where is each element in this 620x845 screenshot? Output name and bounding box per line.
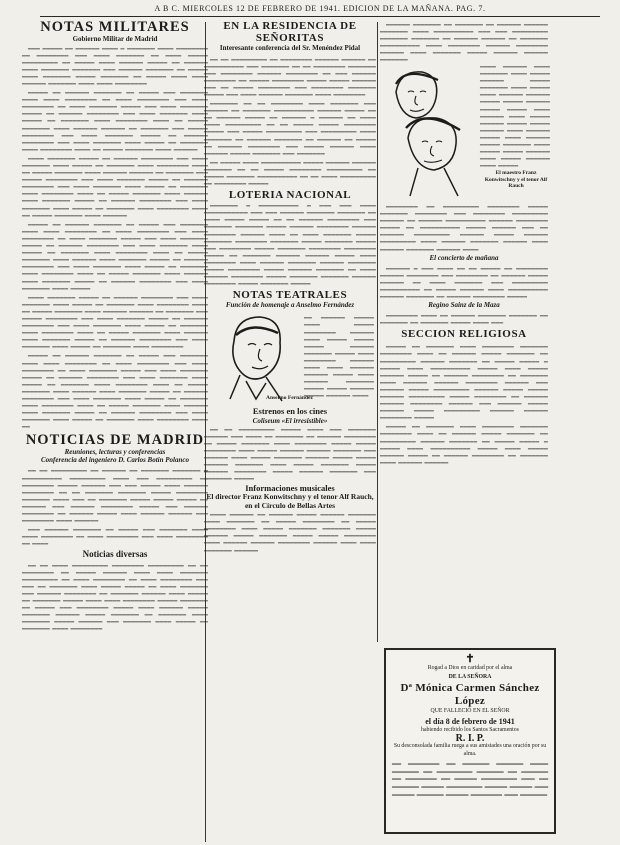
section-subtitle: El director Franz Konwitschny y el tenor Alf Rauch, en el Círculo de Bellas Artes — [206, 492, 374, 510]
column-1 — [22, 20, 208, 633]
caricature-two-men — [378, 62, 478, 200]
column-2 — [204, 20, 376, 555]
article-body: ▁▁▁▁▁▁ ▁ ▁▁▁ ▁▁▁▁ ▁▁ ▁▁ ▁▁▁▁▁ ▁▁ ▁▁▁▁▁▁▁▁ ▁▁▁▁▁▁ ▁▁▁▁▁▁▁▁ ▁▁▁ ▁▁▁▁▁▁▁▁ ▁▁ ▁▁▁▁▁▁ ▁▁▁▁▁ ▁▁▁▁▁▁ ▁▁ ▁▁▁▁ ▁▁▁▁▁▁▁ ▁▁▁ ▁▁▁▁▁▁▁▁▁ ▁▁▁▁▁▁▁▁▁▁ ▁▁ ▁▁▁▁▁ ▁▁▁▁▁▁ ▁▁▁▁ ▁▁▁▁▁▁▁▁▁▁ ▁▁▁▁▁▁ ▁▁▁▁▁▁▁ ▁▁ ▁▁▁▁▁▁ ▁▁▁▁▁▁▁▁ ▁▁▁▁▁ — [380, 263, 548, 299]
article-body: ▁▁ ▁▁ ▁▁▁▁▁▁▁▁▁ ▁▁ ▁▁▁▁▁▁▁▁ ▁▁▁▁▁▁ ▁▁▁▁▁▁ ▁▁ ▁▁▁▁▁▁▁▁▁▁ ▁▁▁ ▁▁▁▁▁▁▁ ▁▁ ▁▁ ▁▁▁▁▁▁▁▁ ▁▁▁▁▁▁▁ ▁▁▁ ▁▁▁▁▁▁▁▁ ▁▁▁▁▁▁ ▁▁▁▁▁▁▁▁ ▁▁ ▁▁▁ ▁▁▁▁▁▁ ▁▁▁▁▁▁▁▁ ▁▁ ▁▁▁▁▁ ▁▁▁▁▁▁▁▁ ▁▁▁▁▁ ▁▁▁▁▁ ▁▁▁▁▁▁ ▁▁▁ ▁▁ ▁▁▁▁▁ ▁▁▁▁▁▁▁▁ ▁▁▁ ▁▁▁▁▁▁▁▁ ▁▁▁▁▁▁▁ ▁▁▁▁▁ ▁▁▁ ▁▁▁▁ ▁▁▁▁▁▁ ▁▁▁▁▁▁▁ ▁▁▁▁ ▁▁▁▁▁▁▁▁ ▁▁▁▁▁▁▁ ▁▁ ▁▁ ▁▁▁▁▁▁▁▁ ▁▁▁▁ ▁▁▁▁▁▁▁ ▁▁▁ ▁▁▁▁▁▁ ▁▁ ▁▁▁▁▁▁▁ ▁▁▁▁▁▁▁▁▁▁ ▁▁▁▁▁▁ ▁▁▁▁▁ ▁▁ ▁▁ ▁▁▁▁▁▁ ▁▁▁▁▁ ▁▁ ▁▁▁▁▁▁ ▁ ▁▁▁▁▁▁ ▁▁ ▁▁▁▁ ▁▁▁▁ ▁▁▁▁▁▁▁▁▁ ▁▁ ▁▁ ▁▁▁▁▁ ▁▁▁▁▁ ▁▁▁▁▁▁▁▁ ▁▁▁▁▁ ▁▁▁ ▁▁▁▁▁ ▁▁▁▁▁▁▁▁▁ ▁▁▁ ▁▁▁▁▁▁▁▁▁ ▁▁▁▁ ▁▁▁▁▁▁▁ ▁▁ ▁▁▁▁▁▁ ▁▁▁▁▁▁▁ ▁▁ ▁▁▁▁▁▁ ▁▁ ▁▁▁▁▁ ▁▁ ▁▁▁▁▁▁ ▁▁▁▁▁▁▁▁ ▁▁▁ ▁▁▁▁▁ ▁▁▁▁▁▁ ▁▁▁▁ ▁▁▁▁▁▁ ▁▁▁▁▁ ▁▁▁▁▁▁▁ ▁▁▁ ▁▁▁▁▁▁▁ ▁▁ ▁▁▁▁▁ ▁▁▁▁ ▁▁▁▁▁▁▁▁▁▁ ▁▁▁▁▁ ▁▁▁▁▁▁ ▁▁▁▁▁▁ ▁▁▁▁▁▁▁ ▁▁ ▁▁ ▁▁▁▁▁ ▁▁▁▁▁▁▁▁ ▁▁▁▁▁▁▁▁▁ ▁▁ ▁▁▁▁▁ ▁▁▁▁▁▁▁ ▁▁▁▁▁▁▁▁▁▁ ▁▁ ▁▁ ▁▁▁▁ ▁▁▁▁▁▁▁▁▁ ▁▁ ▁▁▁▁▁▁▁▁ ▁▁▁▁▁ — [204, 54, 376, 186]
section-title-notas-teatrales: NOTAS TEATRALES — [232, 289, 348, 302]
obituary-line: habiendo recibido los Santos Sacramentos — [421, 726, 519, 733]
section-subtitle: Reuniones, lecturas y conferencias — [64, 448, 166, 457]
article-body: ▁▁ ▁▁ ▁▁▁▁ ▁▁▁▁▁▁▁▁▁ ▁▁▁▁▁▁▁▁ ▁▁▁▁▁▁▁▁▁ ▁▁ ▁▁ ▁▁▁▁▁▁▁▁ ▁▁ ▁▁▁▁▁ ▁▁▁▁▁▁ ▁▁▁▁ ▁▁▁▁ ▁▁▁▁▁▁▁ ▁▁▁▁▁▁▁▁▁ ▁▁ ▁▁▁▁ ▁▁▁▁▁▁▁▁ ▁▁ ▁▁▁▁ ▁▁▁▁▁▁▁▁ ▁▁▁ ▁▁▁ ▁▁ ▁▁▁▁▁▁▁ ▁▁▁▁ ▁▁▁▁▁ ▁▁▁▁▁ ▁▁ ▁▁▁▁ ▁▁▁▁▁▁▁ ▁▁▁ ▁▁▁▁▁▁ ▁▁▁▁▁▁▁▁ ▁▁ ▁▁▁▁▁▁▁ ▁▁▁▁▁▁ ▁▁▁▁ ▁▁▁▁▁ ▁▁ ▁▁▁▁▁▁▁ ▁▁▁▁▁ ▁▁▁▁ ▁▁▁▁ ▁▁▁▁▁▁▁▁ ▁▁▁▁▁ ▁▁▁▁▁▁▁ ▁▁ ▁▁▁▁▁ ▁▁▁ ▁▁▁▁▁▁▁▁ ▁▁▁▁▁ ▁▁▁▁ ▁▁▁▁▁▁ ▁▁▁▁▁ ▁▁▁▁▁▁▁ ▁▁▁▁▁▁ ▁▁▁▁▁ ▁▁▁▁▁▁▁ ▁▁ ▁▁▁▁▁▁▁ ▁▁▁▁ ▁▁▁▁▁▁▁ ▁▁▁▁▁ ▁▁▁▁▁▁ ▁▁▁ ▁▁▁▁▁▁▁ ▁▁▁▁ ▁▁▁▁▁ ▁▁ ▁▁▁▁▁▁▁ ▁▁▁▁ ▁▁▁▁▁▁▁▁ — [22, 560, 208, 631]
article-body: ▁▁ ▁▁ ▁▁▁▁▁▁▁▁▁ ▁▁▁▁▁ ▁▁▁▁ ▁▁▁ ▁▁▁▁▁▁▁ ▁▁▁▁▁▁ ▁▁▁ ▁▁▁▁ ▁▁ ▁▁▁▁▁▁▁ ▁▁ ▁▁▁▁▁▁ ▁▁▁▁▁▁▁▁ ▁▁ ▁▁▁▁▁ ▁▁▁▁▁▁▁ ▁▁▁▁ ▁▁▁▁▁▁▁▁ ▁▁▁▁▁ ▁▁▁▁▁ ▁▁▁▁▁▁▁▁ ▁▁▁▁ ▁▁▁▁▁ ▁▁▁▁▁▁ ▁▁▁▁▁▁ ▁▁▁▁▁▁▁ ▁▁▁ ▁▁▁▁▁▁ ▁▁▁▁ ▁▁▁▁▁ ▁▁▁▁▁▁▁ ▁▁▁▁▁▁ ▁▁▁▁▁ ▁▁▁▁▁ ▁▁▁▁▁▁ ▁▁▁▁▁▁▁ ▁▁▁▁ ▁▁▁▁▁ ▁▁▁▁▁▁▁ ▁▁▁▁▁ ▁▁▁▁▁▁ ▁▁▁▁▁▁▁▁ ▁▁▁▁▁ ▁▁▁▁▁▁ ▁▁▁▁▁▁▁ ▁▁▁ ▁▁▁▁▁▁▁ ▁▁▁▁▁ — [204, 424, 376, 481]
section-title-noticias-de-madrid: NOTICIAS DE MADRID — [25, 432, 205, 449]
section-title-seccion-religiosa: SECCION RELIGIOSA — [401, 328, 527, 341]
section-title-estrenos: Estrenos en los cines — [252, 406, 328, 417]
section-subtitle: Interesante conferencia del Sr. Menéndez Pidal — [219, 44, 361, 52]
obituary-date: el día 8 de febrero de 1941 — [425, 716, 515, 726]
article-body: ▁▁ ▁▁ ▁▁▁▁▁▁▁▁▁ ▁▁ ▁▁▁▁▁▁ ▁▁ ▁▁▁▁▁▁▁ ▁▁▁▁▁▁▁ ▁ ▁▁▁▁▁▁▁▁▁▁ ▁▁▁▁▁▁▁▁▁ ▁▁▁▁ ▁▁▁ ▁▁▁▁▁▁▁▁▁ ▁▁ ▁▁▁▁▁▁▁▁ ▁▁▁▁▁ ▁▁▁▁▁▁ ▁▁▁ ▁▁▁ ▁▁▁▁▁ ▁▁▁▁ ▁▁▁▁▁▁ ▁▁▁▁▁▁▁▁ ▁▁ ▁▁ ▁▁▁▁▁▁▁ ▁▁▁▁▁▁▁ ▁▁▁▁▁ ▁▁▁▁▁▁▁▁ ▁▁▁▁▁▁▁ ▁▁▁▁ ▁▁▁ ▁▁ ▁▁▁▁▁▁▁ ▁▁▁▁▁ ▁▁▁▁▁ ▁▁▁▁▁ ▁▁ ▁▁▁▁▁▁ ▁▁▁ ▁▁▁▁▁▁ ▁▁▁▁▁▁▁▁ ▁▁▁▁▁ ▁▁▁ ▁▁▁▁▁▁ ▁▁▁▁▁▁▁▁ ▁▁ ▁▁▁▁▁▁ ▁▁▁▁▁ ▁▁▁▁ ▁▁▁▁▁▁ ▁▁▁▁▁▁ ▁▁▁ ▁▁▁▁▁▁▁▁ ▁▁▁▁ ▁▁▁▁▁▁ ▁▁▁ ▁▁▁▁▁▁ ▁▁▁▁▁▁▁ ▁▁ ▁▁▁▁▁ ▁▁▁ ▁▁▁▁▁▁▁ ▁▁▁▁ ▁▁▁▁ ▁▁▁▁▁▁▁▁ ▁▁ ▁▁▁▁ ▁▁▁▁▁▁▁▁ ▁▁▁ ▁▁▁▁ ▁▁▁▁▁▁▁▁ ▁▁ ▁▁▁▁ — [22, 466, 208, 546]
section-title-residencia: EN LA RESIDENCIA DE SEÑORITAS — [223, 20, 357, 44]
section-subtitle: Gobierno Militar de Madrid — [72, 35, 158, 43]
article-body: ▁▁▁▁ ▁▁▁▁▁▁ ▁▁ ▁▁▁▁▁▁ ▁▁▁▁▁ ▁▁▁▁▁▁ ▁▁▁▁▁▁▁ ▁▁▁▁ ▁▁▁▁▁▁▁ ▁▁ ▁▁▁▁▁ ▁▁▁▁▁▁▁▁ ▁▁ ▁▁▁▁▁ ▁▁▁▁▁▁▁▁ ▁▁▁▁ ▁▁▁▁▁ ▁▁▁▁▁▁▁ ▁▁▁▁▁▁▁ ▁▁▁▁▁ ▁▁▁▁▁▁ ▁▁▁▁▁ ▁▁▁▁▁▁▁ ▁▁▁▁▁ ▁▁▁▁▁ ▁▁▁▁▁▁▁▁ ▁▁▁▁ ▁▁▁▁▁▁ ▁▁▁▁▁▁ ▁▁▁▁▁▁▁▁ ▁▁▁▁▁▁ ▁▁▁▁ ▁▁▁▁ ▁▁▁▁▁▁▁ ▁▁▁▁▁▁ — [204, 510, 376, 552]
section-title-loteria: LOTERIA NACIONAL — [228, 189, 352, 202]
article-body: ▁▁▁▁▁▁▁▁ ▁▁ ▁▁▁▁▁▁▁▁▁ ▁▁▁▁▁▁▁▁ ▁▁▁▁▁ ▁▁▁▁▁▁▁ ▁▁▁▁▁▁▁▁ ▁▁▁ ▁▁▁▁▁▁▁▁ ▁▁▁▁▁▁▁▁▁ ▁▁▁▁▁▁ ▁▁ ▁▁▁▁▁▁ ▁▁▁▁▁▁▁▁▁▁ ▁▁▁▁▁▁ ▁▁▁▁▁▁▁▁ ▁▁▁▁▁ ▁▁ ▁▁▁▁▁▁▁▁▁▁ ▁▁▁▁▁ ▁▁▁▁▁▁ ▁▁▁ ▁▁ ▁▁▁▁▁▁ ▁▁▁▁▁▁▁▁▁ ▁▁▁▁▁▁ ▁▁▁▁▁ ▁▁▁▁▁▁ ▁▁▁▁▁▁▁▁▁ ▁▁▁▁ ▁▁▁▁▁▁ ▁▁▁▁▁▁▁ ▁▁▁▁▁▁ ▁▁▁▁ ▁▁▁▁▁▁ ▁▁▁▁▁▁▁ ▁▁▁▁▁▁ ▁▁▁▁ — [380, 202, 548, 251]
article-body: ▁▁▁ ▁▁▁▁▁ ▁▁ ▁▁▁▁▁▁ ▁▁▁▁ ▁ ▁▁▁▁▁▁▁ ▁▁▁▁ ▁▁▁▁▁▁▁▁ ▁▁ ▁▁▁▁▁▁▁▁ ▁▁▁ ▁▁▁▁ ▁▁▁▁▁▁▁ ▁▁ ▁▁▁▁ ▁▁▁▁▁ ▁▁▁▁▁▁▁▁▁ ▁▁ ▁▁▁▁▁ ▁▁▁▁ ▁▁▁▁▁▁ ▁▁▁▁▁ ▁▁ ▁▁▁▁▁▁ ▁▁▁▁ ▁▁▁▁▁▁▁ ▁▁▁▁▁▁▁ ▁▁▁ ▁▁▁▁▁▁ ▁▁▁▁▁▁▁ ▁▁ ▁▁▁▁▁ ▁▁▁▁ ▁▁▁▁▁▁▁ ▁▁▁▁▁ ▁▁▁▁▁▁▁ ▁▁ ▁▁▁▁▁ ▁▁▁▁ ▁▁▁▁ ▁▁▁▁▁▁ ▁▁▁▁▁▁▁ ▁▁▁▁ ▁▁▁▁ ▁▁▁▁▁▁▁▁ ▁▁▁▁▁ ▁▁ ▁▁▁▁▁▁ ▁▁▁▁▁▁▁ ▁▁ ▁▁▁▁▁ ▁▁▁ ▁▁▁▁▁▁▁ ▁▁▁▁ ▁▁▁▁ ▁▁▁▁▁▁▁▁ ▁▁ ▁▁▁▁ ▁▁▁▁▁▁▁▁ ▁▁▁ ▁▁▁▁ ▁▁▁▁▁▁▁▁ ▁▁ ▁▁▁▁ ▁▁▁▁▁▁▁ ▁▁▁▁▁ ▁▁▁ ▁▁▁▁ ▁▁▁▁▁▁▁ ▁▁▁▁▁ ▁▁ ▁▁▁▁▁▁ ▁▁▁▁▁▁▁▁ ▁▁▁ ▁▁▁▁ ▁▁▁▁▁▁▁ ▁▁▁▁ ▁▁▁▁▁ ▁▁ ▁▁▁▁▁▁▁ ▁▁▁▁ ▁▁▁▁▁▁▁▁ ▁▁▁▁ ▁▁ ▁▁▁▁▁ ▁▁▁▁▁▁▁ ▁▁▁▁ ▁▁▁▁▁▁ ▁▁▁▁▁▁ ▁▁ ▁▁▁▁▁▁▁ ▁▁▁ ▁▁▁▁▁ ▁▁▁▁▁▁▁▁ ▁▁▁ ▁▁▁▁ ▁▁▁▁▁▁▁ ▁▁▁▁▁ ▁▁ ▁▁▁▁▁▁ ▁▁▁▁▁▁▁▁ ▁▁▁ ▁▁▁▁ ▁▁▁▁▁▁▁ ▁▁▁▁ ▁▁▁▁▁ ▁▁ ▁▁▁▁▁▁▁ ▁▁▁▁ ▁▁▁▁▁▁▁▁ ▁▁▁▁ ▁▁ ▁▁▁▁▁ ▁▁▁▁▁▁▁ ▁▁▁▁ ▁▁▁▁▁▁ ▁▁▁▁ ▁▁▁▁▁▁▁ ▁▁▁▁▁ ▁▁ ▁▁▁▁▁▁ ▁▁▁▁▁▁▁▁ ▁▁▁ ▁▁▁▁ ▁▁▁▁▁▁▁ ▁▁▁▁ ▁▁▁▁▁ ▁▁ ▁▁▁▁▁▁▁ ▁▁▁▁ ▁▁▁▁▁▁▁▁ ▁▁▁▁ ▁▁ ▁▁▁▁▁ ▁▁▁▁▁▁▁ ▁▁▁▁ ▁▁▁▁▁▁ ▁▁▁▁▁▁ ▁▁ ▁▁▁▁▁▁▁ ▁▁▁ ▁▁▁▁▁ ▁▁▁▁▁▁▁▁ ▁▁▁ ▁▁▁▁ ▁▁▁▁▁▁▁ ▁▁▁▁▁ ▁▁ ▁▁▁▁▁▁ ▁▁▁▁▁▁▁▁ ▁▁▁ ▁▁▁▁ ▁▁▁▁▁▁▁ ▁▁▁▁ ▁▁▁▁▁ ▁▁ ▁▁▁▁▁▁▁ ▁▁▁▁ ▁▁▁▁▁▁▁▁ ▁▁▁▁ ▁▁ ▁▁▁▁▁ ▁▁▁▁▁▁▁ ▁▁▁▁ ▁▁▁▁▁▁ ▁▁▁▁ ▁▁▁▁▁▁▁ ▁▁▁▁▁ ▁▁ ▁▁▁▁▁▁ ▁▁▁▁▁▁▁▁ ▁▁▁ ▁▁▁▁ ▁▁▁▁▁▁▁ ▁▁▁▁ ▁▁▁▁▁ ▁▁ ▁▁▁▁▁▁▁ ▁▁▁▁ ▁▁▁▁▁▁▁▁ ▁▁▁▁ ▁▁ ▁▁▁▁▁ ▁▁▁▁▁▁▁ ▁▁▁▁ ▁▁▁▁▁▁ ▁▁▁▁▁ ▁▁ ▁▁▁▁▁▁ ▁▁▁▁▁▁▁ ▁▁ ▁▁▁▁▁ ▁▁▁ ▁▁▁▁▁▁▁ ▁▁▁▁ ▁▁▁▁ ▁▁▁▁▁▁▁▁ ▁▁ ▁▁▁▁ ▁▁▁▁▁▁▁▁ ▁▁▁ ▁▁▁▁ ▁▁▁▁▁▁▁▁ ▁▁ ▁▁▁▁ ▁▁▁▁▁▁▁ ▁▁▁▁▁ ▁▁▁ ▁▁▁▁ ▁▁▁▁▁▁▁ ▁▁▁▁▁ ▁▁ ▁▁▁▁▁▁ ▁▁▁▁▁▁▁▁ ▁▁▁ ▁▁▁▁ ▁▁▁▁▁▁▁ ▁▁▁▁ ▁▁▁▁▁ ▁▁ ▁▁▁▁▁▁▁ ▁▁▁▁ ▁▁▁▁▁▁▁▁ ▁▁▁▁ ▁▁ ▁▁▁▁▁ ▁▁▁▁▁▁▁ ▁▁▁▁ ▁▁▁▁▁▁ ▁▁▁▁ ▁▁▁▁▁▁▁ ▁▁▁▁▁ ▁▁ ▁▁▁▁▁▁ ▁▁▁▁▁▁▁▁ ▁▁▁ ▁▁▁▁ ▁▁▁▁▁▁▁ ▁▁▁▁ ▁▁▁▁▁ ▁▁ ▁▁▁▁▁▁▁ ▁▁▁▁ ▁▁▁▁▁▁▁▁ ▁▁▁▁ ▁▁ ▁▁▁▁▁ ▁▁▁▁▁▁▁ ▁▁▁▁ ▁▁▁▁▁▁ ▁▁▁▁ ▁▁▁▁▁▁▁ ▁▁▁▁▁ ▁▁ ▁▁▁▁▁▁ ▁▁▁▁▁▁▁▁ ▁▁▁ ▁▁▁▁ ▁▁▁▁▁▁▁ ▁▁▁▁ ▁▁▁▁▁ ▁▁▁▁ ▁▁▁▁▁▁▁ ▁▁▁▁▁ ▁▁ ▁▁▁▁▁▁ ▁▁▁▁▁▁▁▁ ▁▁▁ ▁▁▁▁ ▁▁▁▁▁▁▁ ▁▁▁▁ ▁▁▁▁▁ ▁▁ ▁▁▁▁▁▁▁ ▁▁▁▁ ▁▁▁▁▁▁▁▁ ▁▁▁▁ ▁▁ ▁▁▁▁▁ ▁▁▁▁▁▁▁ ▁▁▁▁ ▁▁▁▁▁▁ ▁▁▁▁▁▁ ▁▁ ▁▁▁▁▁▁▁ ▁▁▁ ▁▁▁▁▁ ▁▁▁▁▁▁▁▁ ▁▁▁ ▁▁▁▁ ▁▁▁▁▁▁▁ ▁▁▁▁▁ ▁▁ ▁▁▁▁▁▁ ▁▁▁▁▁▁▁▁ ▁▁▁ ▁▁▁▁ ▁▁▁▁▁▁▁ ▁▁▁▁ ▁▁▁▁▁ ▁▁ ▁▁▁▁▁▁▁ ▁▁▁▁ ▁▁▁▁▁▁▁▁ ▁▁▁▁ ▁▁ ▁▁▁▁▁ ▁▁▁▁▁▁▁ ▁▁▁▁ ▁▁▁▁▁▁ ▁▁▁▁ ▁▁▁▁▁▁▁ ▁▁▁▁▁ ▁▁ ▁▁▁▁▁▁ ▁▁▁▁▁▁▁▁ ▁▁▁ ▁▁▁▁ ▁▁▁▁▁▁▁ ▁▁▁▁ ▁▁▁▁▁ ▁▁ ▁▁▁▁▁▁▁ ▁▁▁▁ ▁▁▁▁▁▁▁▁ ▁▁▁▁▁ ▁▁ ▁▁▁▁▁▁ ▁▁▁▁▁▁▁ ▁▁ ▁▁▁▁▁ ▁▁▁ ▁▁▁▁▁▁▁ ▁▁▁▁ ▁▁▁▁ ▁▁▁▁▁▁▁▁ ▁▁ ▁▁▁▁ ▁▁▁▁▁▁▁▁ ▁▁▁ ▁▁▁▁ ▁▁▁▁▁▁▁▁ ▁▁ ▁▁▁▁ ▁▁▁▁▁▁▁ ▁▁▁▁▁ ▁▁▁ ▁▁▁▁ ▁▁▁▁▁▁▁ ▁▁▁▁▁ ▁▁ ▁▁▁▁▁▁ ▁▁▁▁▁▁▁▁ ▁▁▁ ▁▁▁▁ ▁▁▁▁▁▁▁ ▁▁▁▁ ▁▁▁▁▁ ▁▁ ▁▁▁▁▁▁▁ ▁▁▁▁ ▁▁▁▁▁▁▁▁ ▁▁▁▁ ▁▁ ▁▁▁▁▁ ▁▁▁▁▁▁▁ ▁▁▁▁ ▁▁▁▁▁▁ ▁▁▁▁ ▁▁▁▁▁▁▁ ▁▁▁▁▁ ▁▁ ▁▁▁▁▁▁ ▁▁▁▁▁▁▁▁ ▁▁▁ ▁▁▁▁ ▁▁▁▁▁▁▁ ▁▁▁▁ ▁▁▁▁▁ ▁▁ ▁▁▁▁▁▁▁ ▁▁▁▁ ▁▁▁▁▁▁▁▁ ▁▁▁▁ ▁▁ ▁▁▁▁▁ ▁▁▁▁▁▁▁ ▁▁▁▁ ▁▁▁▁▁▁ ▁▁▁▁ ▁▁▁▁▁▁▁ ▁▁▁▁▁ ▁▁ ▁▁▁▁▁▁ ▁▁▁▁▁▁▁▁ ▁▁▁ ▁▁▁▁ ▁▁▁▁▁▁▁ ▁▁▁▁ ▁▁▁▁▁ ▁▁ ▁▁▁▁▁▁▁ ▁▁▁▁ ▁▁▁▁▁▁▁▁ ▁▁▁▁ ▁▁ — [22, 43, 208, 429]
section-title-informaciones-musicales: Informaciones musicales — [245, 482, 335, 493]
section-subtitle: Coliseum «El irresistible» — [252, 416, 328, 425]
column-3 — [376, 20, 552, 467]
portrait-caption: Anselmo Fernández — [266, 395, 313, 402]
page-header: A B C. MIERCOLES 12 DE FEBRERO DE 1941. EDICION DE LA MAÑANA. PAG. 7. — [40, 2, 600, 17]
article-body: ▁▁▁▁▁▁▁ ▁ ▁▁▁▁▁▁▁▁▁▁ ▁ ▁▁▁ ▁▁▁ ▁▁▁▁ ▁▁▁▁▁▁▁▁▁▁▁ ▁▁▁ ▁▁▁ ▁▁▁▁▁▁ ▁▁▁▁▁▁▁ ▁▁▁▁▁▁▁ ▁▁ ▁▁▁▁ ▁▁▁▁▁ ▁▁▁▁▁ ▁▁ ▁▁ ▁▁▁▁▁▁ ▁▁▁▁▁▁▁▁ ▁▁▁ ▁▁▁▁▁▁▁ ▁▁▁▁▁▁▁ ▁▁▁▁▁ ▁▁▁▁▁▁ ▁▁▁▁▁▁▁▁ ▁▁▁▁▁▁ ▁▁▁▁▁▁▁▁ ▁▁▁▁▁▁ ▁▁▁▁ ▁▁ ▁▁▁▁ ▁▁▁▁▁▁▁ ▁▁▁▁▁ ▁▁▁▁▁▁▁ ▁▁▁▁▁▁▁▁ ▁▁▁▁▁▁▁ ▁▁▁▁▁ ▁▁▁▁▁▁▁ ▁▁▁▁▁ ▁▁▁ ▁▁▁▁▁▁▁▁ ▁▁▁▁▁ ▁▁▁▁▁▁▁ ▁▁▁▁▁▁▁▁ ▁▁▁▁▁▁▁▁ ▁▁▁▁▁ ▁▁ ▁▁▁▁▁▁▁ ▁▁▁▁▁▁ ▁▁▁▁▁▁ ▁▁▁▁▁ ▁▁▁▁ ▁▁▁▁▁▁▁▁ ▁▁▁▁ ▁▁▁▁▁▁ ▁▁▁▁▁▁▁ ▁▁▁▁▁▁ ▁▁▁▁▁▁▁ ▁▁▁▁▁ ▁▁▁▁▁▁▁▁ ▁▁▁▁▁ ▁▁▁▁▁▁ ▁▁▁▁▁▁▁ ▁▁ ▁▁▁▁ ▁▁▁▁▁▁ ▁▁▁▁▁▁▁▁ ▁▁▁▁▁ ▁▁▁▁▁▁▁ ▁▁▁▁▁▁▁ ▁▁▁▁▁▁ ▁▁▁▁▁▁▁▁ ▁▁▁▁▁ ▁▁▁▁▁▁▁ ▁▁▁▁▁ — [204, 201, 376, 286]
section-subtitle: Regino Sainz de la Maza — [428, 301, 500, 310]
section-subtitle: Conferencia del ingeniero D. Carlos Botín Polanco — [41, 456, 189, 465]
article-body: ▁▁▁▁ ▁▁▁▁▁▁ ▁▁▁▁ ▁▁▁▁▁▁▁ ▁▁▁▁ ▁▁▁▁▁ ▁▁▁▁▁▁ ▁▁▁▁▁ ▁▁▁▁▁▁▁ ▁▁▁▁ ▁▁▁▁▁ ▁▁▁▁ ▁▁▁▁▁▁ ▁▁▁▁▁▁ ▁▁▁▁▁ ▁▁▁▁▁ ▁▁▁▁▁▁ ▁▁▁▁▁ ▁▁▁▁▁ ▁▁▁▁ ▁▁▁▁▁▁ ▁▁▁▁ ▁▁▁▁▁ ▁▁▁▁▁▁ ▁▁▁▁▁ ▁▁▁▁▁ ▁▁▁▁▁▁ ▁▁▁▁ ▁▁▁▁▁▁ ▁▁▁▁▁ ▁▁▁▁ ▁▁▁▁▁▁ ▁▁▁▁▁ ▁▁▁▁▁▁▁ ▁▁▁▁ ▁▁▁▁▁ ▁▁▁▁▁ ▁▁▁▁▁▁ ▁▁▁▁ ▁▁▁▁▁ ▁▁▁▁▁▁ ▁▁▁▁ ▁▁▁▁▁ — [480, 62, 550, 168]
article-body: ▁▁▁▁▁ ▁▁ ▁▁▁▁▁▁▁ ▁▁▁▁ ▁▁▁▁▁▁▁▁ ▁▁▁▁▁▁▁ ▁▁▁▁▁▁▁▁ ▁▁▁▁ ▁▁ ▁▁▁▁▁▁ ▁▁▁▁▁ ▁▁▁▁▁▁▁ ▁▁ ▁▁▁▁▁▁▁▁▁ ▁▁▁▁▁▁ ▁▁▁▁▁▁▁ ▁▁ ▁▁▁▁▁ ▁▁▁▁▁ ▁ ▁▁▁▁▁ ▁▁▁▁ ▁▁▁▁▁▁▁▁▁▁ ▁▁▁▁▁ ▁▁▁▁ ▁▁▁▁▁ ▁▁▁▁▁▁ ▁▁▁▁▁ ▁▁ ▁▁▁▁▁▁ ▁▁▁▁▁▁▁▁ ▁▁ ▁▁▁▁▁▁▁ ▁▁▁▁ ▁▁▁▁▁▁ ▁▁▁▁▁▁ ▁▁▁▁▁▁▁▁ ▁▁▁▁▁▁ ▁▁▁ ▁▁▁▁▁▁ ▁▁▁▁▁ ▁▁▁▁▁▁▁▁▁ ▁▁▁▁▁▁ ▁▁▁▁▁ ▁▁▁▁▁ ▁▁▁▁▁▁ ▁▁▁▁▁▁▁▁▁ ▁▁▁▁▁ ▁▁▁▁▁▁▁▁ ▁▁ ▁▁▁▁▁▁ ▁▁▁▁▁▁ ▁▁▁▁▁▁▁▁ ▁▁▁▁▁▁ ▁▁▁ ▁▁▁▁▁▁ ▁▁▁▁▁ ▁▁▁▁▁▁ ▁▁▁▁▁ ▁▁▁▁▁▁▁▁▁ ▁▁▁▁▁▁ ▁▁▁▁▁▁ ▁▁▁▁▁▁▁▁ ▁▁▁▁▁ ▁▁▁▁▁ ▁▁ ▁▁▁▁▁▁▁ ▁▁▁▁ ▁▁▁▁▁▁▁▁ ▁▁▁▁▁▁▁ ▁▁▁▁▁▁▁▁ ▁▁▁▁ ▁▁ ▁▁▁▁▁▁ ▁▁▁▁▁ ▁▁▁▁▁▁▁ ▁▁ ▁▁▁▁▁▁▁▁▁ ▁▁▁▁▁▁ ▁▁▁▁▁▁▁ ▁▁ ▁▁▁▁▁ ▁▁▁▁▁ ▁ ▁▁▁▁▁ ▁▁▁▁ ▁▁▁▁▁▁▁▁▁▁ ▁▁▁▁▁ ▁▁▁▁ ▁▁▁▁▁ ▁▁▁▁▁▁ ▁▁▁▁▁ ▁▁ ▁▁▁▁▁▁ ▁▁▁▁▁▁▁▁ ▁▁ ▁▁▁▁▁▁▁ ▁▁▁▁ ▁▁▁▁▁▁ ▁▁▁▁▁▁ — [380, 342, 548, 464]
obituary-text: ▁▁ ▁▁▁▁▁▁▁ ▁▁ ▁▁▁▁▁▁ ▁▁▁▁▁▁ ▁▁▁▁ ▁▁▁▁▁▁ ▁▁ ▁▁▁▁▁▁▁▁ ▁▁▁▁▁▁ ▁▁ ▁▁▁▁▁▁ ▁▁ ▁▁▁▁▁▁▁ ▁▁ ▁▁▁▁▁ ▁▁▁▁▁▁▁▁ ▁▁▁ ▁▁ ▁▁▁▁▁▁ ▁▁▁▁▁ ▁▁▁▁▁▁▁▁ ▁▁▁▁▁ ▁▁▁▁▁ ▁▁▁ ▁▁▁▁▁ ▁▁▁▁▁▁ ▁▁▁▁▁ ▁▁▁▁▁▁▁ ▁▁▁ ▁▁▁▁▁▁ — [392, 759, 548, 796]
article-body: ▁▁ ▁▁▁▁▁▁ ▁▁▁▁▁ ▁▁▁▁ ▁▁▁▁▁ ▁▁▁▁▁▁▁▁ ▁▁▁▁▁▁ ▁▁▁▁ ▁▁▁▁▁ ▁▁▁▁▁ ▁▁▁▁▁ ▁▁▁▁▁▁ ▁▁▁▁▁▁▁ ▁▁▁▁▁ ▁▁▁▁ ▁▁▁▁▁▁▁▁ ▁▁▁▁▁▁ ▁▁▁▁ ▁▁▁▁ ▁▁▁▁▁▁ ▁▁▁▁▁▁ ▁▁▁▁▁ ▁▁▁▁ ▁▁▁▁▁▁ ▁▁▁▁▁▁▁ ▁▁▁▁▁ ▁▁▁▁▁ ▁▁▁▁▁▁ ▁▁▁▁▁ ▁▁▁▁▁▁ ▁▁▁▁ — [304, 313, 374, 398]
obituary-line: DE LA SEÑORA — [448, 673, 492, 680]
article-body: ▁▁▁▁▁▁▁▁ ▁▁▁▁ ▁▁ ▁▁▁▁▁▁ ▁▁▁▁▁▁▁ ▁▁▁▁▁▁▁ ▁▁ ▁▁▁▁▁▁▁ ▁▁ ▁▁▁▁▁▁▁ ▁▁▁▁▁ ▁▁▁▁ ▁▁▁ — [380, 311, 548, 325]
obituary-line: QUE FALLECIÓ EN EL SEÑOR — [430, 708, 510, 715]
obituary-name: Dª Mónica Carmen Sánchez López — [400, 682, 540, 708]
obituary-notice — [384, 648, 556, 834]
theatre-portrait — [204, 309, 376, 407]
obituary-rip: R. I. P. — [455, 733, 485, 745]
cross-icon: ✝ — [465, 653, 475, 665]
section-title-notas-militares: NOTAS MILITARES — [40, 19, 190, 35]
section-subtitle: Función de homenaje a Anselmo Fernández — [225, 301, 355, 310]
caricature-portrait — [216, 309, 298, 405]
obituary-body: Su desconsolada familia ruega a sus amistades una oración por su alma. — [393, 742, 547, 757]
caricature-caption: El maestro Franz Konwitschny y el tenor Alf Rauch — [484, 170, 548, 189]
obituary-line: Rogad a Dios en caridad por el alma — [427, 665, 513, 671]
section-subtitle: El concierto de mañana — [429, 253, 499, 262]
caricature-block — [376, 62, 552, 202]
article-body: ▁▁▁▁▁▁ ▁▁▁▁▁▁▁ ▁▁ ▁▁▁▁▁▁▁ ▁▁ ▁▁▁▁▁▁ ▁▁▁▁▁▁ ▁▁▁▁▁▁▁ ▁▁▁▁ ▁▁▁▁▁▁▁▁▁▁ ▁▁▁ ▁▁▁ ▁▁▁▁▁▁▁▁▁ ▁▁▁▁▁▁▁ ▁▁▁▁▁▁▁ ▁▁ ▁▁▁▁▁▁ ▁▁▁▁▁▁ ▁▁ ▁▁▁▁▁▁▁ ▁▁▁▁▁▁▁▁▁▁ ▁▁▁▁ ▁▁▁▁▁▁▁▁ ▁▁▁▁▁▁ ▁▁▁▁▁▁▁▁ ▁▁▁▁▁▁ ▁▁▁▁ ▁▁▁▁▁▁▁ ▁▁▁▁▁ ▁▁▁▁▁▁ ▁▁▁▁▁▁ ▁▁▁▁▁▁▁ — [380, 20, 548, 62]
section-title-noticias-diversas: Noticias diversas — [82, 548, 148, 559]
